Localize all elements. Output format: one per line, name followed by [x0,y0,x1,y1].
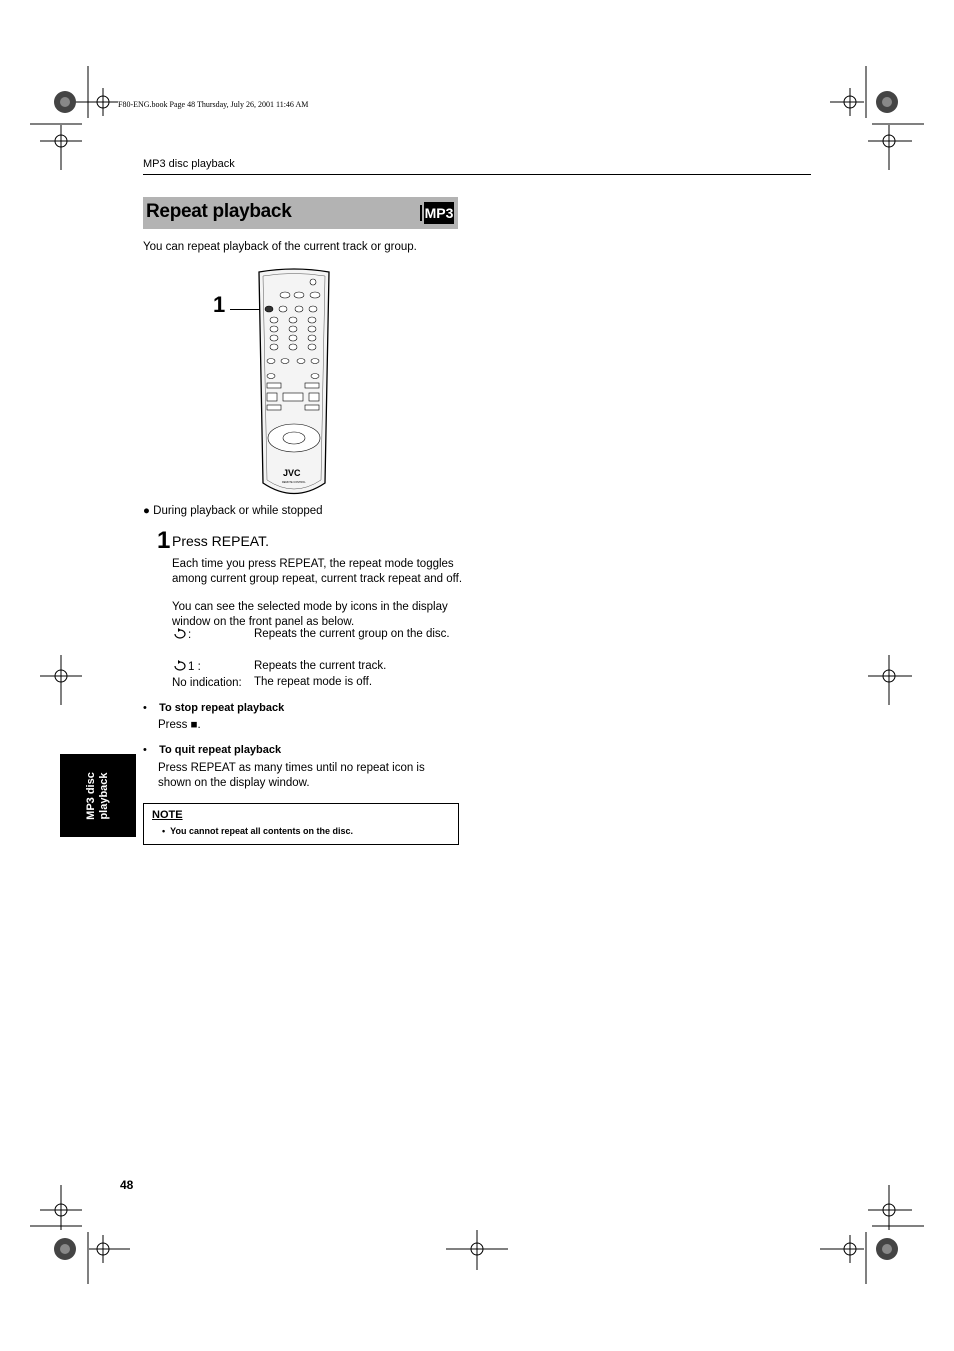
running-head: MP3 disc playback [143,158,235,170]
side-tab-label [85,772,111,820]
mode-group-sep: : [188,629,192,641]
repeat-track-icon [172,660,188,672]
step-title: Press REPEAT. [172,533,269,549]
header-rule [143,174,811,175]
mode-track-label [172,660,201,675]
stop-text: Press ■. [158,719,201,731]
mode-off-label: No indication: [172,677,242,689]
note-item-line: • You cannot repeat all contents on the disc. [162,826,354,836]
quit-heading: To quit repeat playback [159,744,282,756]
section-title: Repeat playback [146,201,292,222]
side-tab-line2: playback [98,771,110,820]
mp3-badge: MP3 [424,202,454,224]
condition-line [143,505,323,517]
file-header: F80-ENG.book Page 48 Thursday, July 26, 2001 11:46 AM [118,100,309,109]
svg-text:JVC: JVC [283,468,301,478]
mode-group-desc: Repeats the current group on the disc. [254,628,450,640]
side-tab-line1: MP3 disc [85,771,97,820]
step-number: 1 [157,527,171,554]
note-item: You cannot repeat all contents on the disc. [170,826,354,836]
side-tab [60,754,136,837]
quit-heading-line: • To quit repeat playback [143,744,282,756]
page-number: 48 [120,1178,134,1192]
figure-callout: 1 [213,292,226,317]
step-paragraph-2: You can see the selected mode by icons in the display window on the front panel as below. [172,601,448,628]
repeat-group-icon [172,628,188,640]
note-heading: NOTE [152,809,183,821]
intro-text: You can repeat playback of the current track or group. [143,241,417,253]
svg-text:REMOTE CONTROL: REMOTE CONTROL [282,481,306,484]
mode-track-desc: Repeats the current track. [254,660,387,672]
note-box [143,803,459,845]
mode-off-desc: The repeat mode is off. [254,676,373,688]
mode-track-sep: 1 : [188,661,201,673]
stop-heading-line: • To stop repeat playback [143,702,285,714]
remote-control-illustration [255,268,333,500]
bullet-icon: ● [143,505,150,517]
mode-group-label [172,628,191,643]
condition-text: During playback or while stopped [153,505,323,517]
section-title-bar [143,197,458,229]
step-paragraph-1: Each time you press REPEAT, the repeat mode toggles among current group repeat, current track repeat and off. [172,558,463,585]
quit-text: Press REPEAT as many times until no repeat icon is shown on the display window. [158,762,425,789]
stop-heading: To stop repeat playback [159,702,285,714]
